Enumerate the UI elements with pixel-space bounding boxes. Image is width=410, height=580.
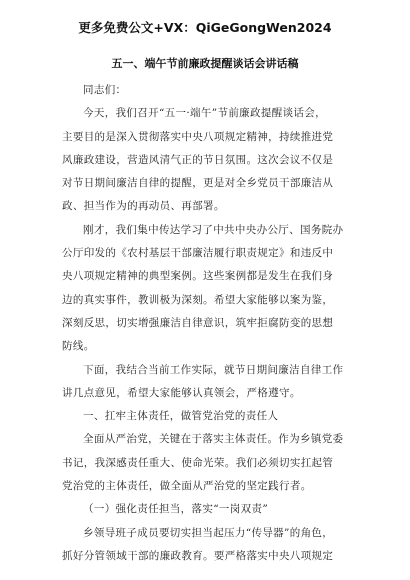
text-line: 刚才，我们集中传达学习了中共中央办公厅、国务院办 bbox=[83, 223, 344, 236]
page-header: 更多免费公文+VX：QiGeGongWen2024 bbox=[78, 20, 332, 35]
text-line: 抓好分管领域干部的廉政教育。要严格落实中央八项规定 bbox=[62, 549, 334, 562]
text-line: 风廉政建设，营造风清气正的节日氛围。这次会议不仅是 bbox=[62, 153, 334, 166]
document-title: 五一、端午节前廉政提醒谈话会讲话稿 bbox=[111, 57, 299, 70]
text-line: 对节日期间廉洁自律的提醒，更是对全乡党员干部廉洁从 bbox=[62, 177, 334, 190]
text-line: 政、担当作为的再动员、再部署。 bbox=[62, 200, 225, 213]
text-line: 防线。 bbox=[62, 340, 95, 353]
text-line: 讲几点意见，希望大家能够认真领会，严格遵守。 bbox=[62, 386, 301, 399]
text-line: 一、扛牢主体责任，做管党治党的责任人 bbox=[83, 410, 279, 423]
text-line: 乡领导班子成员要切实担当起压力“传导器”的角色， bbox=[83, 526, 334, 539]
text-line: 深刻反思，切实增强廉洁自律意识，筑牢拒腐防变的思想 bbox=[62, 316, 334, 329]
text-line: 下面，我结合当前工作实际，就节日期间廉洁自律工作 bbox=[83, 363, 344, 376]
text-line: 央八项规定精神的典型案例。这些案例都是发生在我们身 bbox=[62, 270, 334, 283]
text-line: 书记，我深感责任重大、使命光荣。我们必须切实扛起管 bbox=[62, 456, 334, 469]
text-line: 同志们： bbox=[83, 84, 127, 96]
text-line: 今天，我们召开“五一·端午”节前廉政提醒谈话会， bbox=[83, 107, 326, 120]
document-body bbox=[62, 79, 354, 568]
text-line: 全面从严治党，关键在于落实主体责任。作为乡镇党委 bbox=[83, 433, 344, 446]
text-line: （一）强化责任担当，落实“一岗双责” bbox=[83, 503, 269, 516]
text-line: 边的真实事件，教训极为深刻。希望大家能够以案为鉴， bbox=[62, 293, 334, 306]
text-line: 主要目的是深入贯彻落实中央八项规定精神，持续推进党 bbox=[62, 130, 334, 143]
text-line: 公厅印发的《农村基层干部廉洁履行职责规定》和违反中 bbox=[62, 247, 334, 260]
text-line: 党治党的主体责任，做全面从严治党的坚定践行者。 bbox=[62, 480, 312, 493]
